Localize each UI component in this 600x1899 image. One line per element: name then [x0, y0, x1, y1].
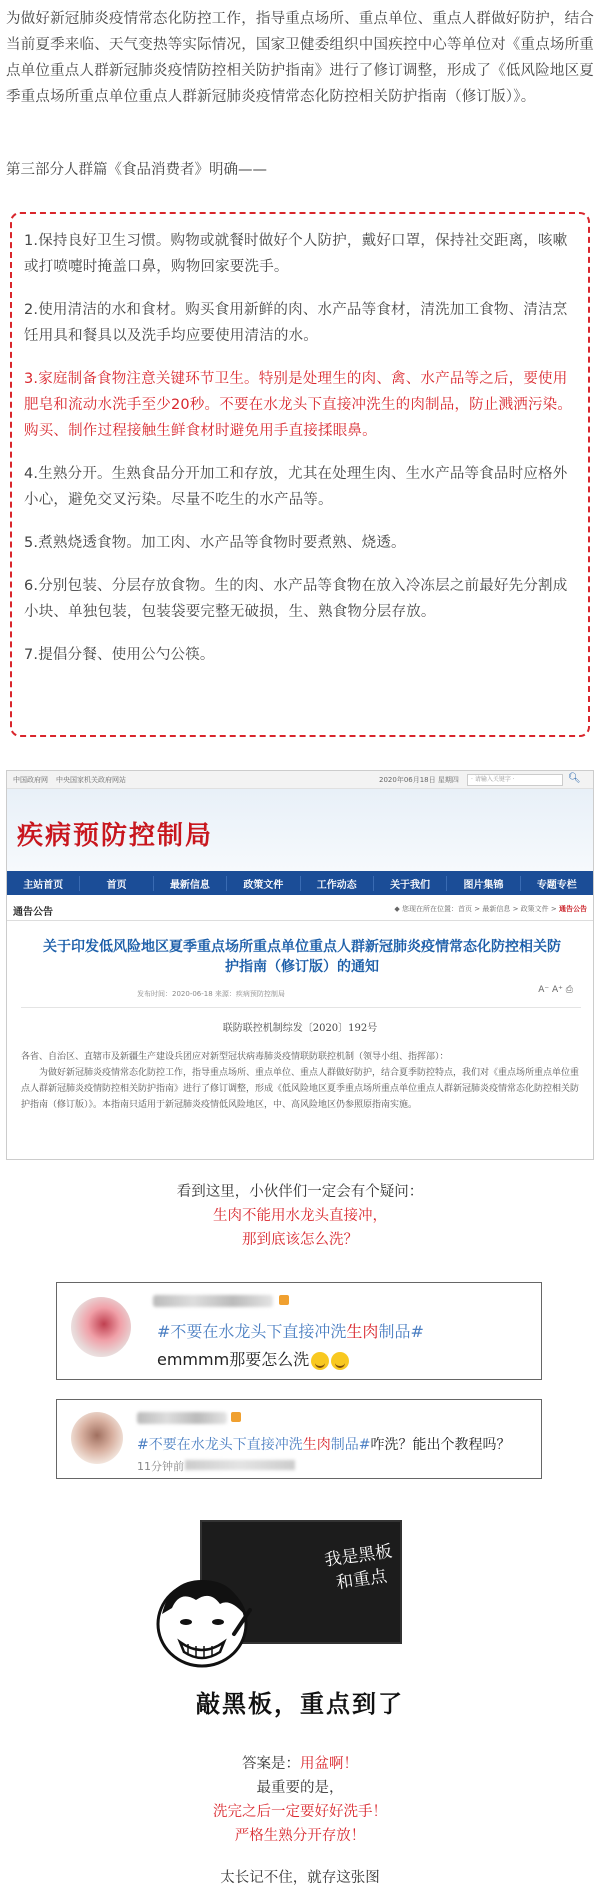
guide-item-7: 7.提倡分餐、使用公勺公筷。	[24, 647, 215, 663]
blurred-username	[153, 1295, 273, 1307]
search-icon[interactable]: 🔍︎	[568, 773, 581, 784]
nav-item-special[interactable]: 专题专栏	[536, 879, 577, 891]
avatar	[71, 1412, 123, 1464]
narration-line-3: 那到底该怎么洗？	[242, 1232, 358, 1248]
guide-item-1: 1.保持良好卫生习惯。购物或就餐时做好个人防护，戴好口罩，保持社交距离，咳嗽或打喷嚏时掩盖口鼻，购物回家要洗手。	[24, 233, 568, 275]
document-number: 联防联控机制综发〔2020〕192号	[222, 1023, 378, 1034]
hashtag-pre: #不要在水龙头下直接冲洗	[137, 1437, 303, 1453]
nav-item-latest[interactable]: 最新信息	[154, 876, 227, 891]
website-screenshot	[6, 770, 594, 1160]
breadcrumb-path	[394, 904, 587, 914]
narration-line-1: 看到这里，小伙伴们一定会有个疑问：	[176, 1184, 424, 1200]
nav-item-gallery[interactable]: 图片集锦	[447, 876, 520, 891]
guide-item-2: 2.使用清洁的水和食材。购买食用新鲜的肉、水产品等食材，清洗加工食物、清洁烹饪用具和餐具以及洗手均应要使用清洁的水。	[24, 302, 568, 344]
laugh-cry-emoji-icon	[311, 1352, 329, 1370]
narration-line-red: 严格生熟分开存放！	[234, 1828, 366, 1844]
notice-label: 通告公告	[13, 907, 53, 918]
answer-line	[0, 1752, 600, 1776]
nav-item-home[interactable]: 首页	[80, 876, 153, 891]
guide-item-4: 4.生熟分开。生熟食品分开加工和存放，尤其在处理生肉、生水产品等食品时应格外小心，避免交叉污染。尽量不吃生的水产品等。	[24, 466, 568, 508]
answer-highlight: 用盆啊！	[300, 1756, 358, 1772]
narration-line: 最重要的是，	[256, 1780, 344, 1796]
site-logo[interactable]: 疾病预防控制局	[17, 821, 214, 851]
guide-item-5: 5.煮熟烧透食物。加工肉、水产品等食物时要煮熟、烧透。	[24, 535, 406, 551]
guide-box	[10, 212, 590, 737]
intro-paragraph: 为做好新冠肺炎疫情常态化防控工作，指导重点场所、重点单位、重点人群做好防护，结合当前夏季来临、天气变热等实际情况，国家卫健委组织中国疾控中心等单位对《重点场所重点单位重点人群新冠肺炎疫情防控相关防护指南》进行了修订调整，形成了《低风险地区夏季重点场所重点单位重点人群新冠肺炎疫情常态化防控相关防护指南（修订版）》。	[6, 11, 594, 105]
breadcrumb-trail[interactable]: ◆ 您现在所在位置：首页 > 最新信息 > 政策文件 >	[394, 905, 557, 913]
blackboard-text: 我是黑板和重点	[323, 1541, 394, 1594]
section-title: 第三部分人群篇《食品消费者》明确——	[6, 162, 267, 178]
answer-prefix: 答案是：	[242, 1756, 300, 1772]
narration-line-red: 洗完之后一定要好好洗手！	[213, 1804, 387, 1820]
nav-item-policy[interactable]: 政策文件	[227, 876, 300, 891]
hashtag-red: 生肉	[346, 1322, 379, 1341]
vip-badge-icon	[279, 1295, 289, 1305]
breadcrumb-current: 通告公告	[559, 905, 587, 913]
weibo-card-1	[56, 1282, 542, 1380]
narration-footer: 太长记不住，就存这张图	[220, 1870, 380, 1886]
hashtag-post: 制品#	[330, 1437, 371, 1453]
hashtag-link[interactable]	[157, 1319, 424, 1342]
guide-item-3-highlight: 3.家庭制备食物注意关键环节卫生。特别是处理生的肉、禽、水产品等之后，要使用肥皂和流动水洗手至少20秒。不要在水龙头下直接冲洗生的肉制品，防止溅洒污染。购买、制作过程接触生鲜食材时避免用手直接揉眼鼻。	[24, 371, 573, 439]
comment-text	[157, 1347, 349, 1370]
avatar	[71, 1297, 131, 1357]
nav-item-main-home[interactable]: 主站首页	[7, 876, 80, 891]
site-topbar-link-central[interactable]: 中央国家机关政府网站	[56, 775, 126, 784]
nav-item-about[interactable]: 关于我们	[374, 876, 447, 891]
guide-item-6: 6.分别包装、分层存放食物。生的肉、水产品等食物在放入冷冻层之前最好先分割成小块、单独包装，包装袋要完整无破损，生、熟食物分层存放。	[24, 578, 568, 620]
hashtag-post: 制品#	[378, 1322, 424, 1341]
laugh-cry-emoji-icon	[331, 1352, 349, 1370]
article-title: 关于印发低风险地区夏季重点场所重点单位重点人群新冠肺炎疫情常态化防控相关防护指南（修订版）的通知	[43, 939, 561, 975]
meme-caption: 敲黑板，重点到了	[196, 1690, 404, 1718]
site-search-input[interactable]: · 请输入关键字 ·	[467, 774, 563, 786]
site-topbar	[7, 771, 593, 789]
weibo-card-2	[56, 1399, 542, 1479]
site-topbar-link-gov[interactable]: 中国政府网	[13, 775, 48, 784]
blurred-source	[185, 1460, 295, 1470]
narration-line-2: 生肉不能用水龙头直接冲，	[213, 1208, 387, 1224]
article-body: 各省、自治区、直辖市及新疆生产建设兵团应对新型冠状病毒肺炎疫情联防联控机制（领导小组、指挥部）： 为做好新冠肺炎疫情常态化防控工作，指导重点场所、重点单位、重点人群做好防护，结合夏季防控特点，我们对《重点场所重点单位重点人群新冠肺炎疫情防控相关防护指南》进行了修订调整，形成《低风险地区夏季重点场所重点单位重点人群新冠肺炎疫情常态化防控相关防护指南（修订版）》。本指南只适用于新冠肺炎疫情低风险地区，中、高风险地区仍参照原指南实施。	[21, 1052, 580, 1110]
divider	[21, 1007, 581, 1008]
site-nav	[7, 871, 593, 895]
nav-item-work[interactable]: 工作动态	[301, 876, 374, 891]
comment-text	[137, 1434, 510, 1454]
site-date: 2020年06月18日 星期四	[379, 775, 459, 784]
narration-answer	[0, 1752, 600, 1848]
meme-image	[150, 1520, 450, 1736]
panda-meme-face-icon	[150, 1574, 254, 1670]
hashtag-link[interactable]	[137, 1437, 370, 1453]
vip-badge-icon	[231, 1412, 241, 1422]
article-meta: 发布时间：2020-06-18 来源：疾病预防控制局	[137, 990, 285, 998]
breadcrumb	[7, 895, 593, 921]
narration-question	[0, 1180, 600, 1252]
hashtag-red: 生肉	[302, 1437, 331, 1453]
hashtag-pre: #不要在水龙头下直接冲洗	[157, 1322, 347, 1341]
blurred-username	[137, 1412, 227, 1424]
comment-message: emmmm那要怎么洗	[157, 1350, 310, 1369]
article-tools[interactable]: A⁻ A⁺ ⎙	[538, 985, 573, 995]
site-header	[7, 789, 593, 871]
timestamp: 11分钟前	[137, 1460, 184, 1473]
comment-tail: 咋洗？能出个教程吗？	[370, 1437, 511, 1453]
